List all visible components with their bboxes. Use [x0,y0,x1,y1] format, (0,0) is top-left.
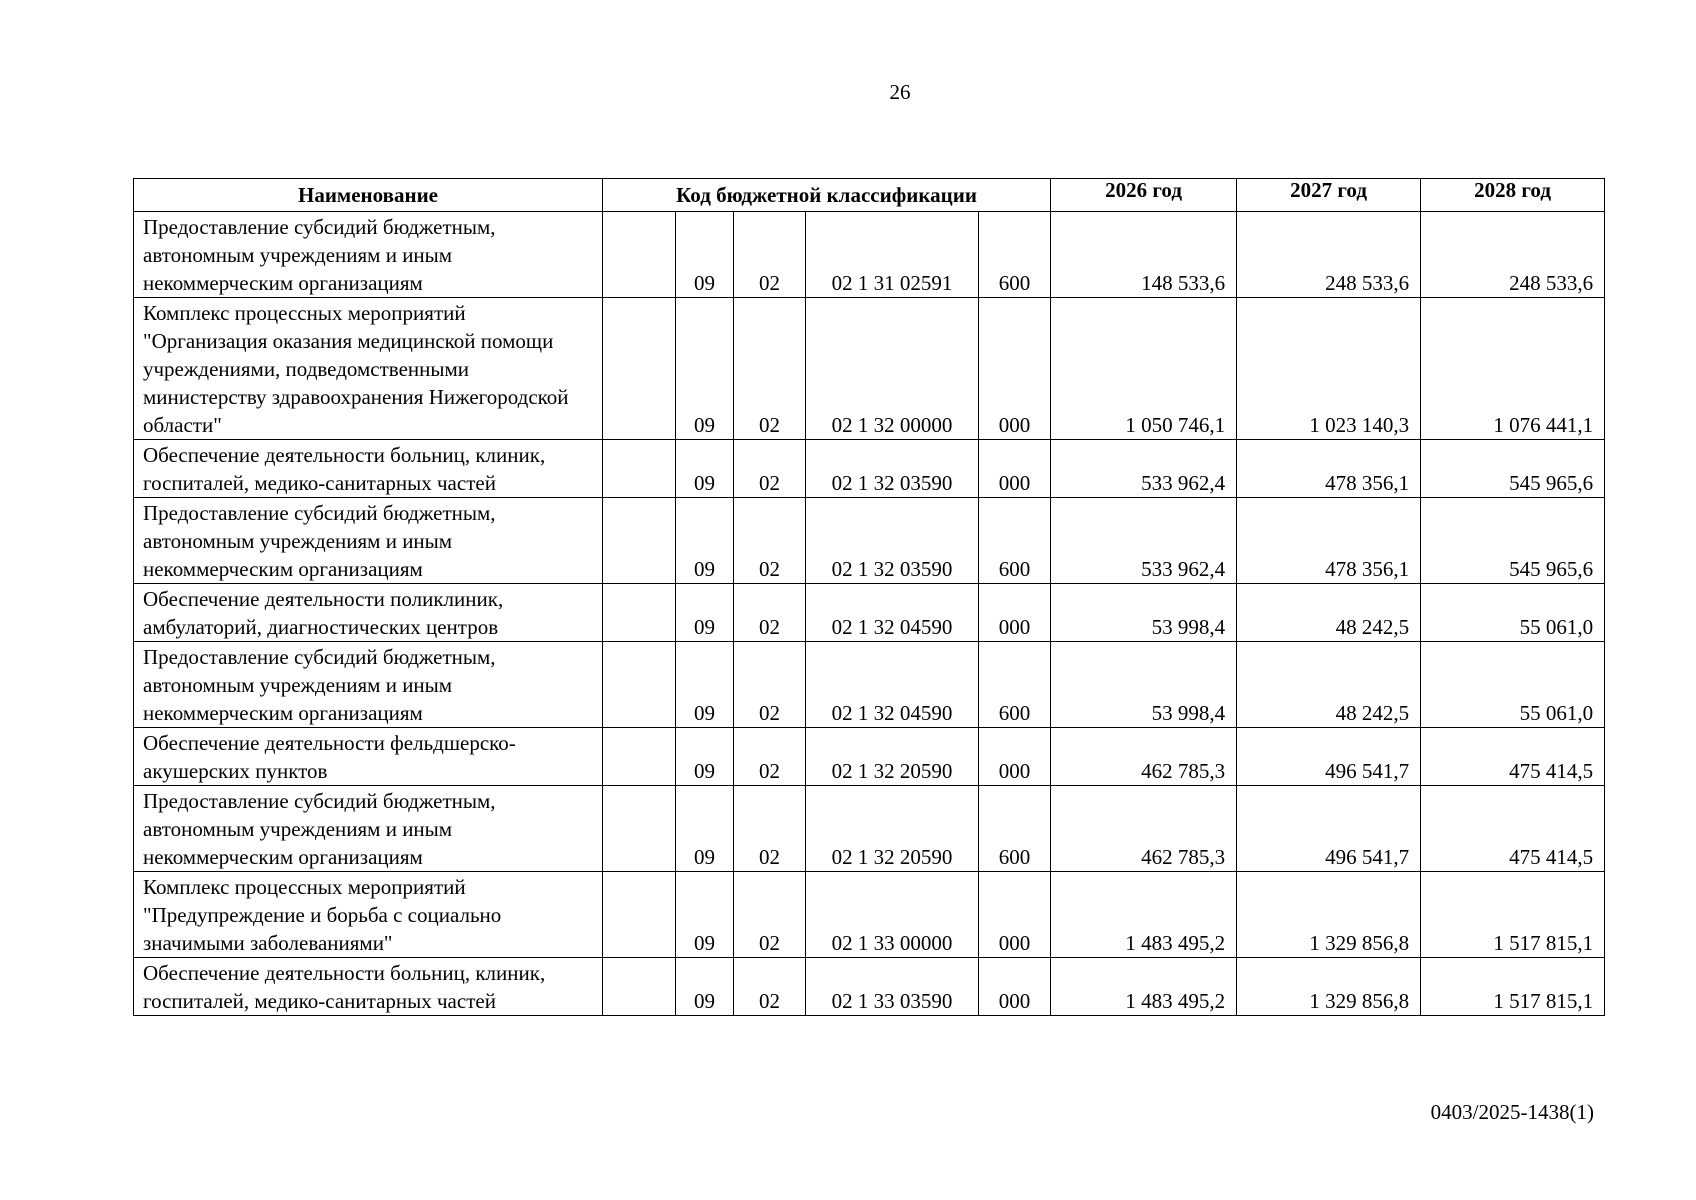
row-code-subsection: 02 [734,440,806,498]
row-name: Предоставление субсидий бюджетным, автономным учреждениям и иным некоммерческим организациям [134,498,603,584]
row-code-target: 02 1 31 02591 [806,212,979,298]
row-code-blank [603,872,676,958]
table-row [134,872,1605,958]
table-row [134,298,1605,440]
table-row [134,958,1605,1016]
row-code-target: 02 1 32 04590 [806,584,979,642]
row-code-target: 02 1 32 20590 [806,728,979,786]
row-code-subsection: 02 [734,642,806,728]
budget-table [133,178,1605,1016]
row-code-expense-type: 000 [979,728,1051,786]
row-code-expense-type: 000 [979,872,1051,958]
row-name: Обеспечение деятельности фельдшерско-акушерских пунктов [134,728,603,786]
row-value-2026: 533 962,4 [1051,498,1237,584]
row-name: Обеспечение деятельности больниц, клиник, госпиталей, медико-санитарных частей [134,440,603,498]
row-code-subsection: 02 [734,298,806,440]
row-code-section: 09 [676,642,734,728]
row-name: Комплекс процессных мероприятий "Организация оказания медицинской помощи учреждениями, подведомственными министерству здравоохранения Нижегородской области" [134,298,603,440]
row-code-subsection: 02 [734,584,806,642]
row-value-2026: 1 483 495,2 [1051,872,1237,958]
row-value-2028: 1 517 815,1 [1421,958,1605,1016]
table-row [134,786,1605,872]
row-code-section: 09 [676,872,734,958]
table-row [134,212,1605,298]
row-code-expense-type: 600 [979,498,1051,584]
row-code-section: 09 [676,298,734,440]
row-code-blank [603,298,676,440]
row-code-subsection: 02 [734,958,806,1016]
row-value-2027: 478 356,1 [1237,440,1421,498]
row-name: Обеспечение деятельности поликлиник, амбулаторий, диагностических центров [134,584,603,642]
row-code-blank [603,498,676,584]
row-code-section: 09 [676,584,734,642]
header-2027: 2027 год [1237,179,1421,212]
table-row [134,584,1605,642]
row-value-2028: 55 061,0 [1421,584,1605,642]
row-value-2028: 1 517 815,1 [1421,872,1605,958]
table-row [134,440,1605,498]
row-value-2028: 545 965,6 [1421,498,1605,584]
row-code-blank [603,212,676,298]
row-value-2028: 475 414,5 [1421,786,1605,872]
row-value-2026: 1 483 495,2 [1051,958,1237,1016]
row-code-blank [603,958,676,1016]
row-value-2027: 48 242,5 [1237,642,1421,728]
row-code-section: 09 [676,440,734,498]
row-value-2028: 248 533,6 [1421,212,1605,298]
row-code-blank [603,584,676,642]
document-id: 0403/2025-1438(1) [1430,1100,1594,1124]
row-value-2026: 1 050 746,1 [1051,298,1237,440]
table-row [134,642,1605,728]
table-row [134,498,1605,584]
row-name: Предоставление субсидий бюджетным, автономным учреждениям и иным некоммерческим организациям [134,212,603,298]
row-code-target: 02 1 32 03590 [806,498,979,584]
row-value-2028: 1 076 441,1 [1421,298,1605,440]
row-code-section: 09 [676,958,734,1016]
row-name: Обеспечение деятельности больниц, клиник, госпиталей, медико-санитарных частей [134,958,603,1016]
row-code-target: 02 1 32 03590 [806,440,979,498]
table-body [134,212,1605,1016]
row-code-subsection: 02 [734,212,806,298]
row-value-2027: 496 541,7 [1237,786,1421,872]
row-code-subsection: 02 [734,872,806,958]
row-name: Предоставление субсидий бюджетным, автономным учреждениям и иным некоммерческим организациям [134,786,603,872]
row-code-blank [603,642,676,728]
row-value-2027: 496 541,7 [1237,728,1421,786]
row-code-section: 09 [676,728,734,786]
row-code-subsection: 02 [734,498,806,584]
row-value-2026: 148 533,6 [1051,212,1237,298]
row-value-2027: 48 242,5 [1237,584,1421,642]
header-name: Наименование [134,179,603,212]
header-2028: 2028 год [1421,179,1605,212]
row-code-expense-type: 600 [979,642,1051,728]
row-value-2026: 462 785,3 [1051,728,1237,786]
table-header-row [134,179,1605,212]
row-code-expense-type: 000 [979,584,1051,642]
table-row [134,728,1605,786]
row-code-target: 02 1 33 00000 [806,872,979,958]
row-code-expense-type: 000 [979,298,1051,440]
row-code-target: 02 1 32 04590 [806,642,979,728]
row-value-2027: 1 329 856,8 [1237,872,1421,958]
row-code-target: 02 1 33 03590 [806,958,979,1016]
header-2026: 2026 год [1051,179,1237,212]
row-value-2027: 1 329 856,8 [1237,958,1421,1016]
row-value-2028: 475 414,5 [1421,728,1605,786]
row-value-2027: 478 356,1 [1237,498,1421,584]
row-value-2027: 248 533,6 [1237,212,1421,298]
row-code-subsection: 02 [734,786,806,872]
row-code-target: 02 1 32 00000 [806,298,979,440]
row-value-2026: 53 998,4 [1051,584,1237,642]
row-code-section: 09 [676,212,734,298]
row-value-2026: 53 998,4 [1051,642,1237,728]
row-code-expense-type: 000 [979,958,1051,1016]
row-code-expense-type: 600 [979,786,1051,872]
row-value-2028: 545 965,6 [1421,440,1605,498]
row-code-subsection: 02 [734,728,806,786]
row-code-section: 09 [676,498,734,584]
row-code-expense-type: 600 [979,212,1051,298]
row-code-expense-type: 000 [979,440,1051,498]
row-name: Предоставление субсидий бюджетным, автономным учреждениям и иным некоммерческим организациям [134,642,603,728]
row-value-2028: 55 061,0 [1421,642,1605,728]
row-name: Комплекс процессных мероприятий "Предупреждение и борьба с социально значимыми заболеваниями" [134,872,603,958]
row-value-2026: 533 962,4 [1051,440,1237,498]
row-value-2027: 1 023 140,3 [1237,298,1421,440]
row-code-blank [603,786,676,872]
row-code-target: 02 1 32 20590 [806,786,979,872]
row-value-2026: 462 785,3 [1051,786,1237,872]
row-code-blank [603,728,676,786]
row-code-blank [603,440,676,498]
page-number: 26 [889,80,911,104]
row-code-section: 09 [676,786,734,872]
header-code: Код бюджетной классификации [603,179,1051,212]
